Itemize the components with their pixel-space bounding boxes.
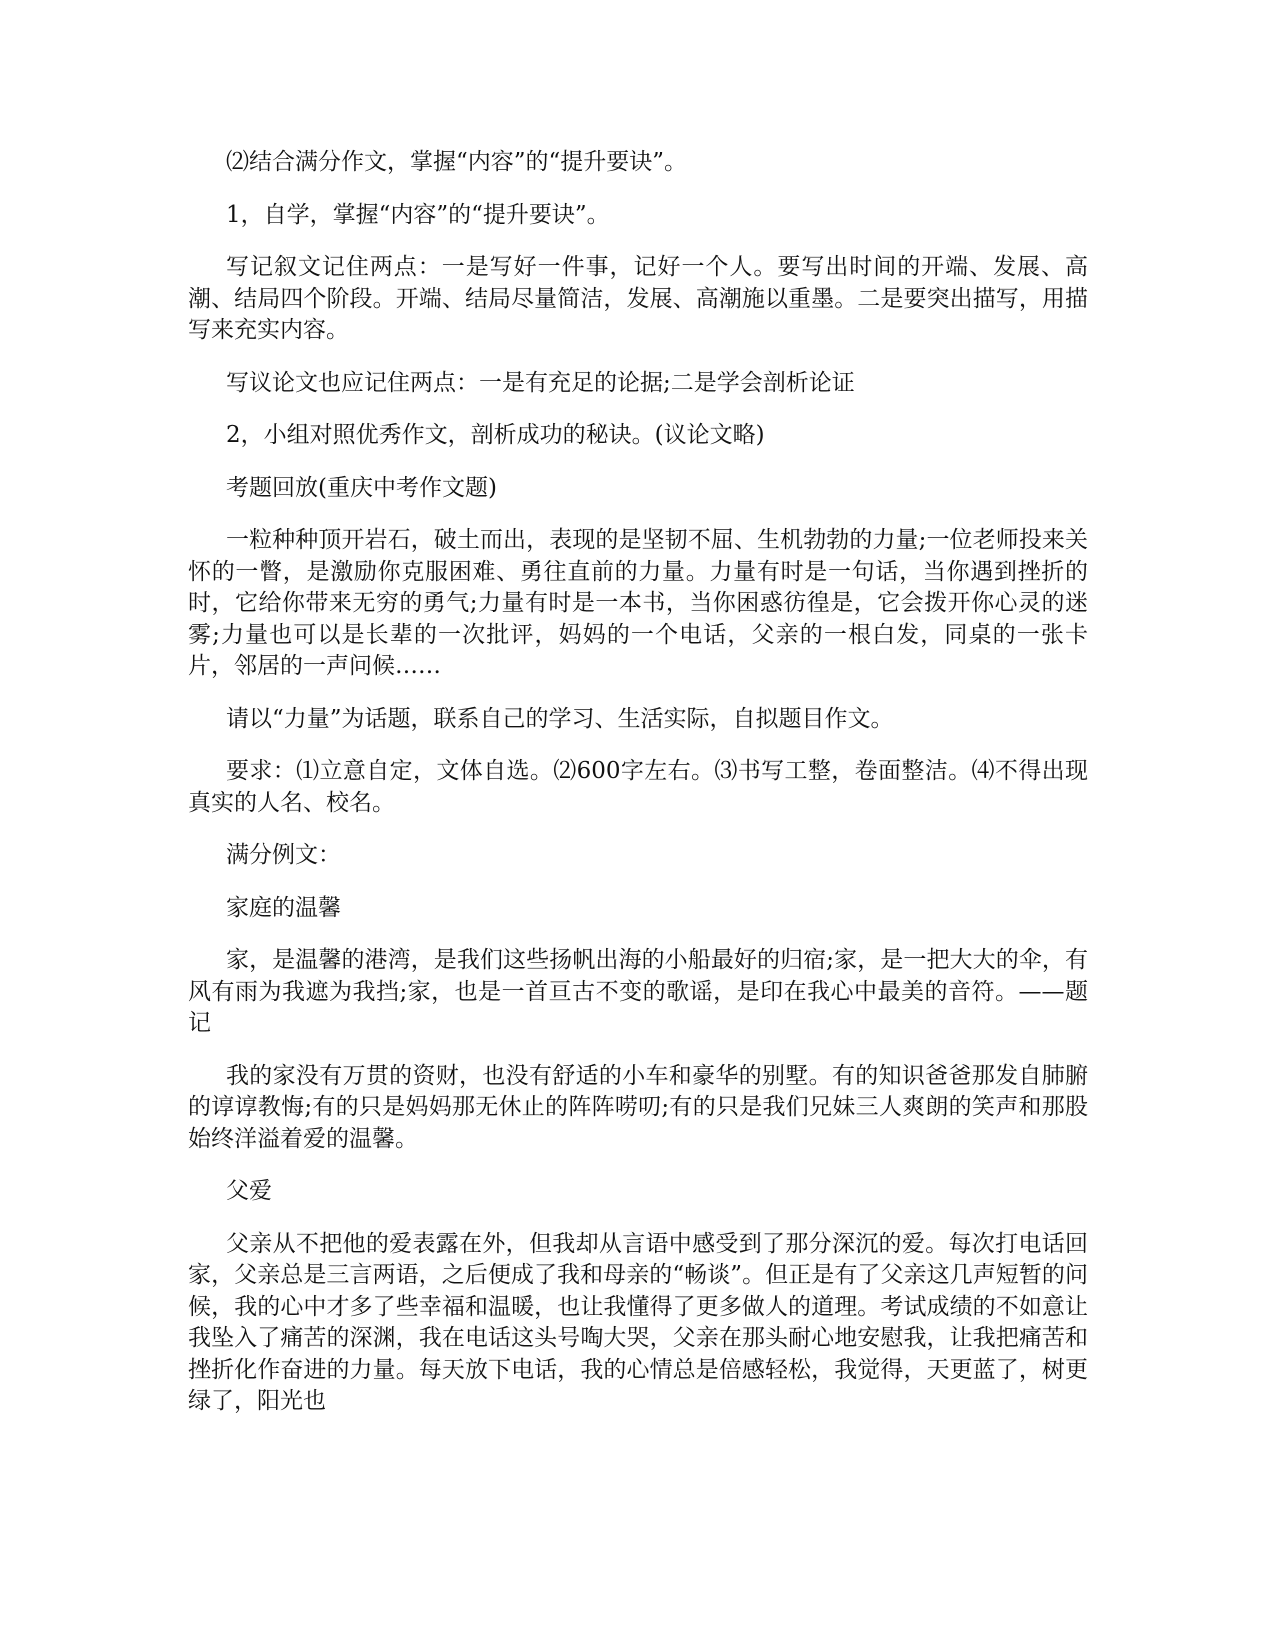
section-heading: 满分例文： [226, 842, 341, 868]
paragraph: 一粒种种顶开岩石，破土而出，表现的是坚韧不屈、生机勃勃的力量;一位老师投来关怀的一瞥，是激励你克服困难、勇往直前的力量。力量有时是一句话，当你遇到挫折的时，它给你带来无穷的勇气;力量有时是一本书，当你困惑彷徨是，它会拨开你心灵的迷雾;力量也可以是长辈的一次批评，妈妈的一个电话，父亲的一根白发，同桌的一张卡片，邻居的一声问候…… [188, 527, 1088, 679]
section-heading: 父爱 [226, 1178, 272, 1204]
section-heading: 考题回放(重庆中考作文题) [226, 474, 497, 501]
paragraph: 父亲从不把他的爱表露在外，但我却从言语中感受到了那分深沉的爱。每次打电话回家，父亲总是三言两语，之后便成了我和母亲的“畅谈”。但正是有了父亲这几声短暂的问候，我的心中才多了些幸福和温暖，也让我懂得了更多做人的道理。考试成绩的不如意让我坠入了痛苦的深渊，我在电话这头号啕大哭，父亲在那头耐心地安慰我，让我把痛苦和挫折化作奋进的力量。每天放下电话，我的心情总是倍感轻松，我觉得，天更蓝了，树更绿了，阳光也 [188, 1230, 1088, 1414]
paragraph: 写记叙文记住两点：一是写好一件事，记好一个人。要写出时间的开端、发展、高潮、结局四个阶段。开端、结局尽量简洁，发展、高潮施以重墨。二是要突出描写，用描写来充实内容。 [188, 254, 1088, 343]
paragraph: 要求：⑴立意自定，文体自选。⑵600字左右。⑶书写工整，卷面整洁。⑷不得出现真实的人名、校名。 [188, 758, 1088, 816]
paragraph: 我的家没有万贯的资财，也没有舒适的小车和豪华的别墅。有的知识爸爸那发自肺腑的谆谆教悔;有的只是妈妈那无休止的阵阵唠叨;有的只是我们兄妹三人爽朗的笑声和那股始终洋溢着爱的温馨。 [188, 1062, 1088, 1152]
paragraph: ⑵结合满分作文，掌握“内容”的“提升要诀”。 [226, 149, 688, 175]
paragraph: 1，自学，掌握“内容”的“提升要诀”。 [226, 201, 610, 228]
paragraph: 家，是温馨的港湾，是我们这些扬帆出海的小船最好的归宿;家，是一把大大的伞，有风有雨为我遮为我挡;家，也是一首亘古不变的歌谣，是印在我心中最美的音符。——题记 [188, 947, 1088, 1036]
paragraph: 请以“力量”为话题，联系自己的学习、生活实际，自拟题目作文。 [226, 705, 894, 732]
paragraph: 写议论文也应记住两点：一是有充足的论据;二是学会剖析论证 [226, 369, 855, 396]
document-body [188, 147, 1088, 1439]
essay-title: 家庭的温馨 [226, 894, 341, 921]
paragraph: 2，小组对照优秀作文，剖析成功的秘诀。(议论文略) [226, 422, 765, 448]
